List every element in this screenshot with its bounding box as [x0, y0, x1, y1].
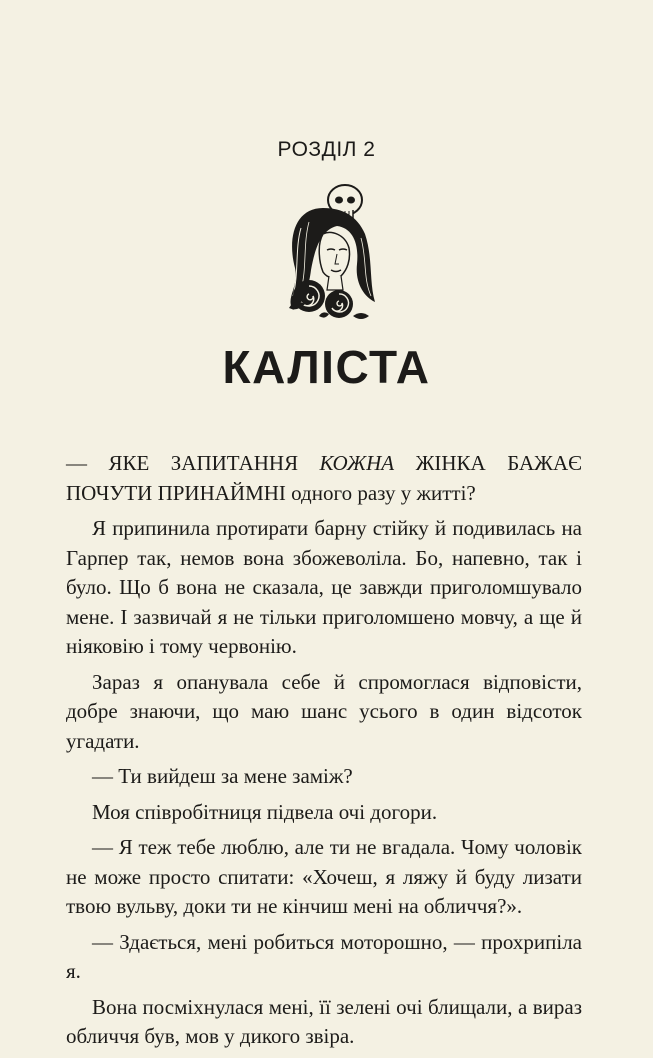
paragraph: — Я теж тебе люблю, але ти не вгадала. Чому чоловік не може просто спитати: «Хочеш, я ляжу й буду лизати твою вульву, доки ти не кінчиш мені на обличчя?». [66, 835, 582, 918]
paragraph: Моя співробітниця підвела очі догори. [92, 799, 438, 824]
paragraph: Я припинила протирати барну стійку й подивилась на Гарпер так, немов вона збожеволіла. Бо, напевно, так і було. Що б вона не сказала, це завжди приголомшувало мене. І зазвичай я не тільки приголомшено мовчу, а ще й ніяковію і тому червонію. [66, 516, 582, 658]
emphasis: КОЖНА [319, 451, 395, 475]
woman-skull-roses-icon [265, 178, 383, 324]
paragraph: — Здається, мені робиться моторошно, — прохрипіла я. [66, 929, 582, 983]
paragraph: — Ти вийдеш за мене заміж? [92, 764, 353, 788]
chapter-body [66, 449, 582, 1058]
paragraph: Вона посміхнулася мені, її зелені очі блищали, а вираз обличчя був, мов у дикого звіра. [66, 994, 582, 1048]
chapter-title: КАЛІСТА [222, 341, 431, 393]
paragraph: — ЯКЕ ЗАПИТАННЯ КОЖНА ЖІНКА БАЖАЄ ПОЧУТИ ПРИНАЙМНІ одного разу у житті? [66, 451, 582, 505]
chapter-number: РОЗДІЛ 2 [277, 138, 376, 161]
paragraph: Зараз я опанувала себе й спромоглася відповісти, добре знаючи, що маю шанс усього в один відсоток угадати. [66, 669, 582, 753]
